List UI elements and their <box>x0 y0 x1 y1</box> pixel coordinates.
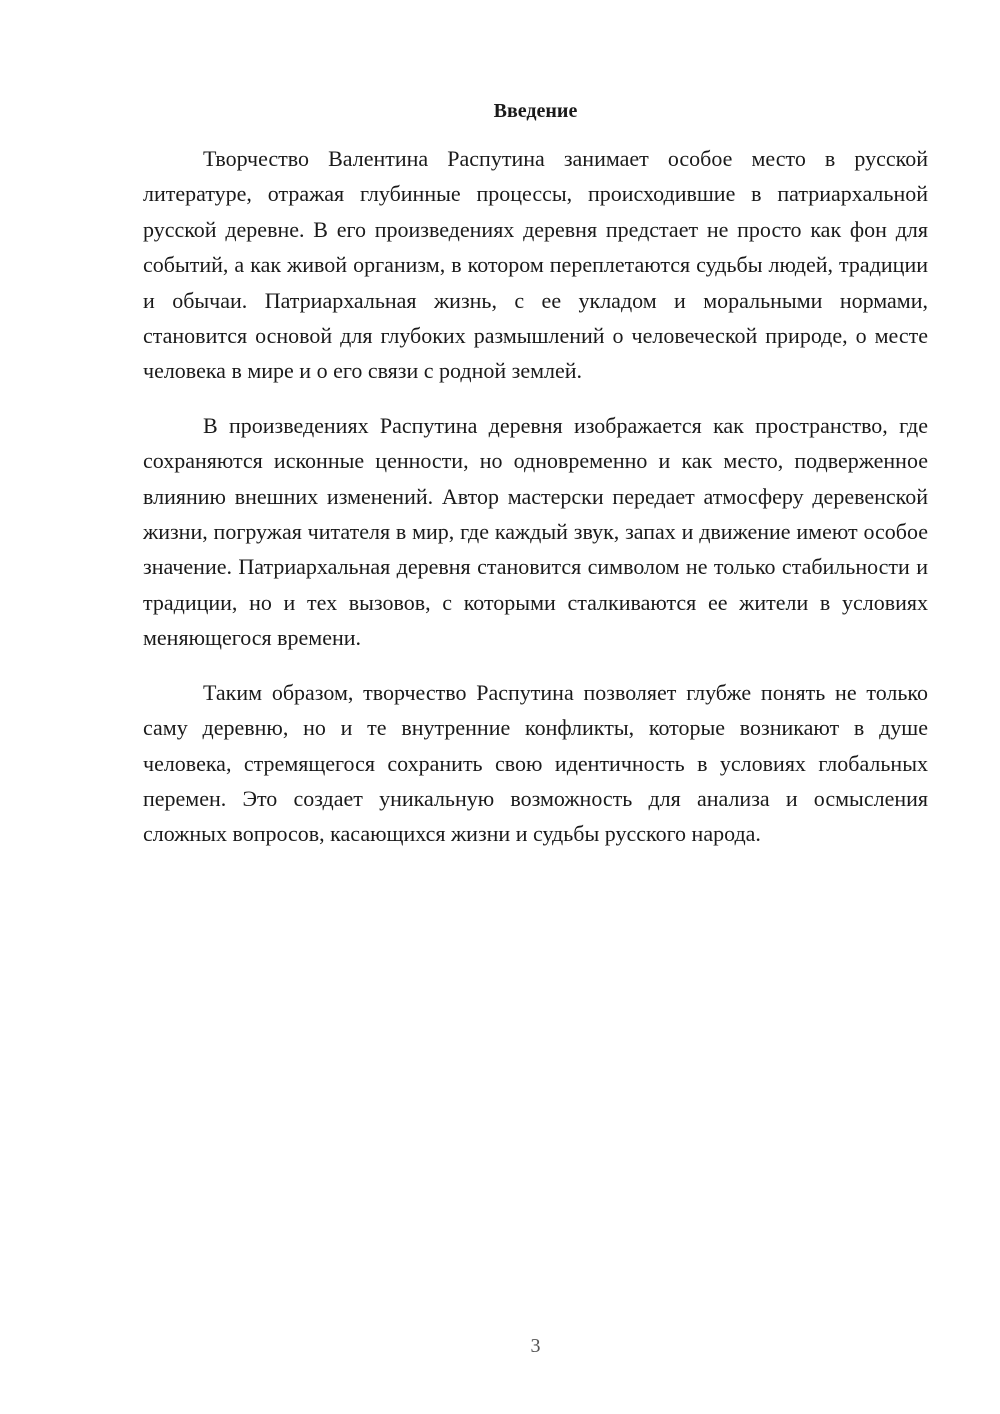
section-heading: Введение <box>493 100 578 122</box>
page-number: 3 <box>530 1335 541 1357</box>
paragraph-1: Творчество Валентина Распутина занимает особое место в русской литературе, отражая глубинные процессы, происходившие в патриархальной русской деревне. В его произведениях деревня предстает не просто как фон для событий, а как живой организм, в котором переплетаются судьбы людей, традиции и обычаи. Патриархальная жизнь, с ее укладом и моральными нормами, становится основой для глубоких размышлений о человеческой природе, о месте человека в мире и о его связи с родной землей. <box>143 146 928 384</box>
paragraph-2: В произведениях Распутина деревня изображается как пространство, где сохраняются исконные ценности, но одновременно и как место, подверженное влиянию внешних изменений. Автор мастерски передает атмосферу деревенской жизни, погружая читателя в мир, где каждый звук, запах и движение имеют особое значение. Патриархальная деревня становится символом не только стабильности и традиции, но и тех вызовов, с которыми сталкиваются ее жители в условиях меняющегося времени. <box>143 412 928 651</box>
paragraph-3: Таким образом, творчество Распутина позволяет глубже понять не только саму деревню, но и те внутренние конфликты, которые возникают в душе человека, стремящегося сохранить свою идентичность в условиях глобальных перемен. Это создает уникальную возможность для анализа и осмысления сложных вопросов, касающихся жизни и судьбы русского народа. <box>143 679 928 847</box>
body-text <box>143 141 928 871</box>
